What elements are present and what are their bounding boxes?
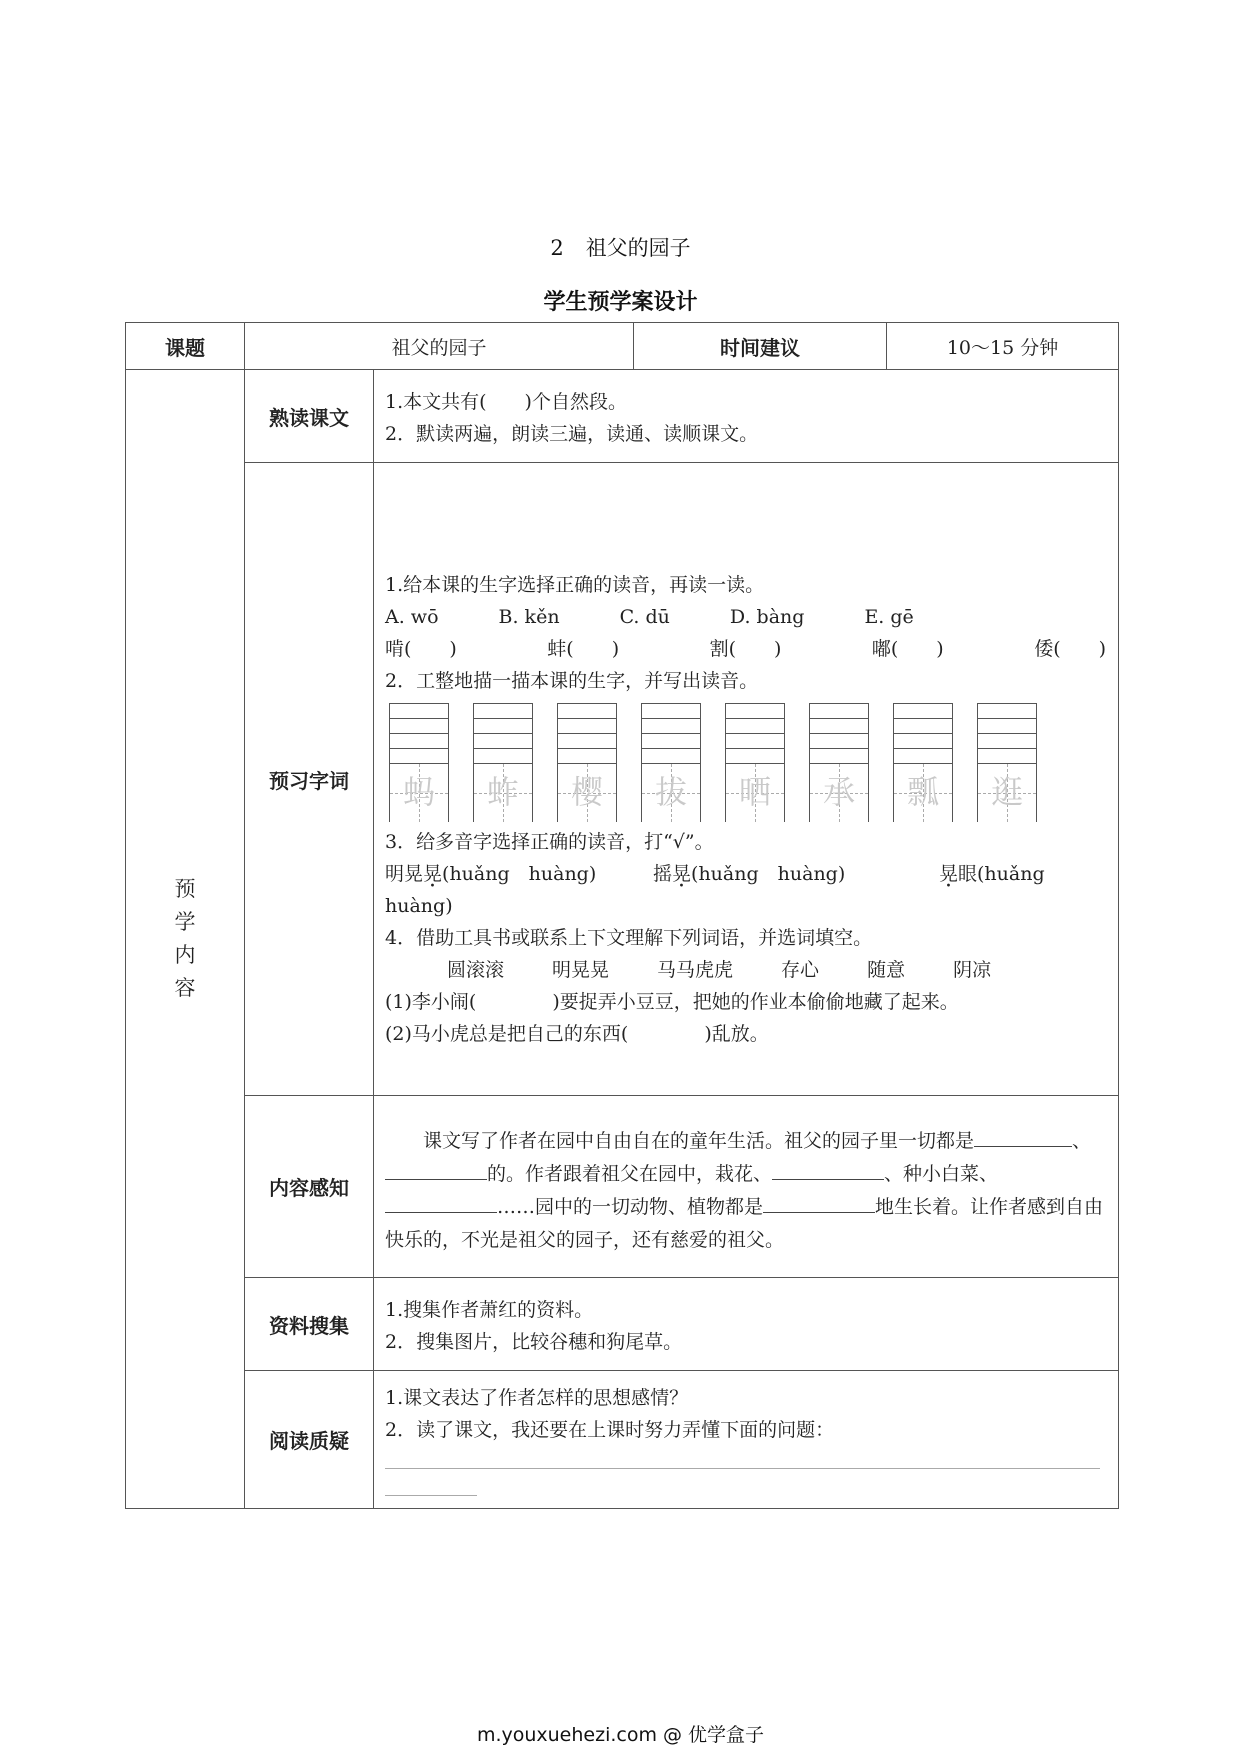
label-shudu: 熟读课文 (245, 370, 374, 463)
pick-3: 割( ) (709, 637, 782, 660)
poly-1-pre: 明晃 (385, 862, 424, 885)
label-yuxi: 预习字词 (245, 463, 374, 1096)
poly-1-char: 晃 (423, 862, 443, 885)
poly-2-pre: 摇 (653, 862, 673, 885)
trace-box (557, 703, 617, 822)
blank-3[interactable] (772, 1159, 884, 1180)
cell-yuxi (374, 463, 1119, 1096)
summary-text-1: 课文写了作者在园中自由自在的童年生活。祖父的园子里一切都是 (423, 1129, 975, 1152)
row-shudu (126, 370, 1119, 463)
blank-5[interactable] (763, 1192, 875, 1213)
topic-label: 课题 (126, 323, 245, 370)
row-ziliao (126, 1278, 1119, 1371)
trace-char: 樱 (570, 772, 603, 811)
topic-value: 祖父的园子 (245, 323, 634, 370)
pick-1: 啃( ) (385, 637, 457, 660)
row-yuxi (126, 463, 1119, 1096)
ziliao-line-1: 1.搜集作者萧红的资料。 (385, 1299, 594, 1321)
label-ziliao: 资料搜集 (245, 1278, 374, 1371)
pick-5: 倭( ) (1034, 637, 1107, 660)
trace-box (389, 703, 449, 822)
word-bank (385, 954, 1106, 986)
trace-box (725, 703, 785, 822)
trace-char: 晒 (738, 772, 771, 811)
tracing-grid (389, 703, 1106, 822)
row-neirong (126, 1096, 1119, 1278)
fill-1: (1)李小闹( )要捉弄小豆豆，把她的作业本偷偷地藏了起来。 (385, 990, 959, 1013)
poly-2-char: 晃 (672, 862, 692, 885)
summary-text-4: 、种小白菜、 (884, 1162, 999, 1185)
word-1: 圆滚滚 (447, 958, 505, 981)
ziliao-line-2: 2．搜集图片，比较谷穗和狗尾草。 (385, 1331, 683, 1353)
word-2: 明晃晃 (552, 958, 610, 981)
pick-2: 蚌( ) (547, 637, 620, 660)
yuedu-line-1: 1.课文表达了作者怎样的思想感情？ (385, 1386, 689, 1409)
option-b: B. kěn (498, 605, 560, 628)
trace-char: 逛 (990, 772, 1023, 811)
trace-box (641, 703, 701, 822)
trace-box (809, 703, 869, 822)
blank-4[interactable] (385, 1192, 497, 1213)
cell-yuedu (374, 1371, 1119, 1509)
summary-text-5: ……园中的一切动物、植物都是 (497, 1195, 764, 1218)
poly-2-post: (huǎng huàng) (691, 862, 846, 885)
header-row (126, 323, 1119, 370)
trace-box (977, 703, 1037, 822)
word-4: 存心 (781, 958, 820, 981)
option-c: C. dū (619, 605, 670, 628)
word-3: 马马虎虎 (657, 958, 734, 981)
summary-text-6: 地生长着。让作者感到自由快乐的，不光是祖父的园子，还有慈爱的祖父。 (385, 1195, 1104, 1251)
summary-text-3: 的。作者跟着祖父在园中，栽花、 (487, 1162, 773, 1185)
blank-1[interactable] (974, 1126, 1072, 1147)
shudu-line-2: 2．默读两遍，朗读三遍，读通、读顺课文。 (385, 423, 759, 445)
trace-char: 拔 (654, 772, 687, 811)
word-5: 随意 (867, 958, 906, 981)
trace-char: 蚂 (402, 772, 435, 811)
answer-line-short[interactable] (385, 1469, 477, 1496)
yuxi-q4: 4．借助工具书或联系上下文理解下列词语，并选词填空。 (385, 926, 873, 949)
trace-box (473, 703, 533, 822)
poly-1-post: (huǎng huàng) (442, 862, 597, 885)
poly-3-post: 眼(huǎng (958, 862, 1045, 885)
label-yuedu: 阅读质疑 (245, 1371, 374, 1509)
footer-watermark: m.youxuehezi.com @ 优学盒子 (476, 1724, 765, 1746)
option-d: D. bàng (729, 605, 805, 628)
document-subtitle: 学生预学案设计 (543, 290, 698, 315)
answer-line[interactable] (385, 1446, 1100, 1469)
summary-paragraph (385, 1125, 1106, 1257)
worksheet-table (125, 322, 1119, 1509)
blank-2[interactable] (385, 1159, 487, 1180)
poly-3-char: 晃 (939, 862, 959, 885)
pick-4: 嘟( ) (871, 637, 944, 660)
option-e: E. gē (864, 605, 914, 628)
cell-neirong (374, 1096, 1119, 1278)
trace-char: 承 (822, 772, 855, 811)
shudu-line-1: 1.本文共有( )个自然段。 (385, 391, 627, 413)
row-yuedu (126, 1371, 1119, 1509)
fill-2: (2)马小虎总是把自己的东西( )乱放。 (385, 1022, 769, 1045)
word-6: 阴凉 (953, 958, 992, 981)
option-a: A. wō (385, 605, 439, 628)
time-value: 10～15 分钟 (887, 323, 1119, 370)
polyphone-line (385, 858, 1106, 890)
yuxi-q3: 3．给多音字选择正确的读音，打“√”。 (385, 830, 714, 853)
section-label-text: 预学内容 (174, 877, 196, 1000)
trace-box (893, 703, 953, 822)
trace-char: 瓢 (906, 772, 939, 811)
trace-char: 蚱 (486, 772, 519, 811)
section-label (126, 370, 245, 1509)
time-label: 时间建议 (634, 323, 887, 370)
pinyin-picks (385, 633, 1106, 665)
yuxi-q2: 2．工整地描一描本课的生字，并写出读音。 (385, 669, 759, 692)
summary-text-2: 、 (1072, 1129, 1092, 1152)
lesson-title (0, 232, 1241, 262)
yuxi-q1: 1.给本课的生字选择正确的读音，再读一读。 (385, 573, 765, 596)
polyphone-wrap: huàng) (385, 894, 453, 917)
lesson-number: 2 (550, 236, 564, 260)
cell-ziliao (374, 1278, 1119, 1371)
yuedu-line-2: 2．读了课文，我还要在上课时努力弄懂下面的问题： (385, 1418, 835, 1441)
label-neirong: 内容感知 (245, 1096, 374, 1278)
cell-shudu (374, 370, 1119, 463)
pinyin-options (385, 601, 1106, 633)
lesson-name: 祖父的园子 (585, 236, 691, 260)
